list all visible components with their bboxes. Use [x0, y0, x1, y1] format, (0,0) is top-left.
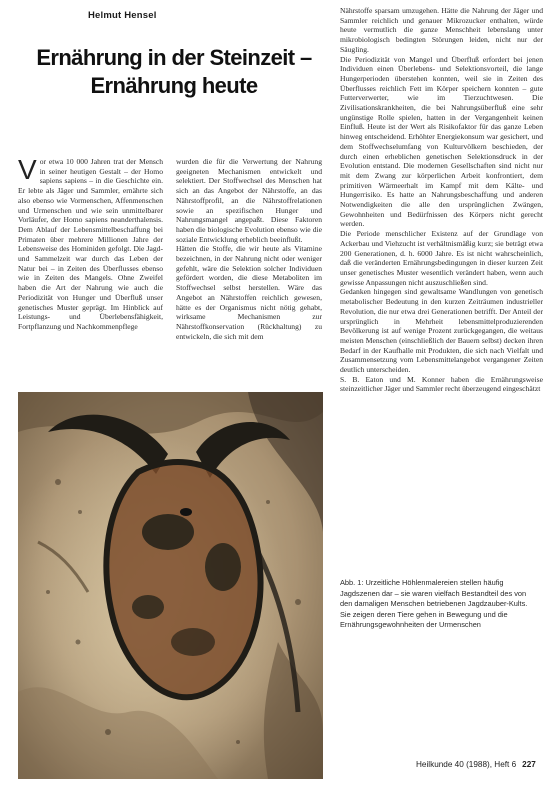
page-number: 227: [522, 760, 536, 769]
paragraph: Gedanken hingegen sind gewaltsame Wandlungen von genetisch metabolischer Bedeutung in den kurzen Zeiträumen industrieller Revolution, die nur etwa drei Generationen betrifft. Der Anteil der ursprünglich in Mehrheit lebensmittelproduzierenden Bevölkerung ist auf wenige Prozent zurückgegangen, die weitaus meisten Menschen (einschließlich der Bauern selbst) decken ihren Bedarf in der Kaufhalle mit Produkten, die sich nach Vielfalt und Zusammensetzung vom Lebensmittelangebot vergangener Zeiten deutlich unterscheiden.: [340, 287, 543, 375]
figure-caption: [340, 578, 540, 718]
page-footer: [416, 760, 546, 769]
paragraph: Hätten die Stoffe, die wir heute als Vitamine bezeichnen, in der Nahrung nicht oder weniger gefehlt, wäre die Selektion solcher Individuen gefördert worden, die diese Metaboliten im Stoffwechsel selbst herstellen. Wäre das Angebot an Nährstoffen reichlich gewesen, hätte es der Organismus nicht nötig gehabt, wirksame Mechanismen zur Nährstoffkonservation (Rückhaltung) zu entwickeln, die sich mit dem: [176, 244, 322, 341]
paragraph-text: or etwa 10 000 Jahren trat der Mensch in seiner heutigen Gestalt – der Homo sapiens sapiens – in die Geschichte ein. Er lebte als Jäger und Sammler, ernährte sich also ebenso wie Vormenschen, Affenmenschen und Urmenschen und wie sein unmittelbarer Vorläufer, der Homo sapiens neanderthalensis. Dem Ablauf der Lebensmittelbeschaffung bei Primaten über mehrere Millionen Jahre der Lebensweise des Hominiden gefolgt. Die Jagd- und Sammelzeit war durch das Leben der Natur bei – in Zeiten des Überflusses ebenso wie in Zeiten des Mangels. Ohne Zweifel haben die Art der Nahrung wie auch die Periodizität von Hunger und Überfluß unser genetisches Muster geprägt. Im Hinblick auf Leistungs- und Überlebensfähigkeit, Fortpflanzung und Nachkommenpflege: [18, 157, 163, 331]
author-name: Helmut Hensel: [88, 10, 157, 21]
text-column-1: [18, 157, 163, 371]
cave-painting-image: [18, 392, 323, 779]
title-line-2: Ernährung heute: [90, 73, 258, 98]
article-title: [22, 44, 326, 100]
paragraph: S. B. Eaton und M. Konner haben die Ernährungsweise steinzeitlicher Jäger und Sammler recht überzeugend eingeschätzt: [340, 374, 543, 394]
paragraph: wurden die für die Verwertung der Nahrung geeigneten Mechanismen entwickelt und selektiert. Der Stoffwechsel des Menschen hat sich an das Angebot der Nährstoffe, an das Nährstoffprofil, an die Nährstoffrelationen sowie an spezifischen Hunger und Nahrungsmangel angepaßt. Diese Faktoren haben die biologische Evolution ebenso wie die soziale Entwicklung erheblich beeinflußt.: [176, 157, 322, 244]
text-column-2: [176, 157, 322, 371]
drop-cap: V: [18, 157, 37, 185]
paragraph: Die Periode menschlicher Existenz auf der Grundlage von Ackerbau und Viehzucht ist verhältnismäßig kurz; sie beträgt etwa 200 Generationen, d. h. 6000 Jahre. Es ist nicht wahrscheinlich, daß die veränderten Ernährungsbedingungen in dieser kurzen Zeit unser genetisches Muster wesentlich verändert haben, wenn auch gewisse Anpassungen nicht auszuschließen sind.: [340, 229, 543, 287]
cave-painting-figure: [18, 392, 323, 779]
paragraph: [18, 157, 163, 332]
paragraph: Die Periodizität von Mangel und Überfluß erfordert bei jenen Individuen einen Überlebens- und Selektionsvorteil, die lange Hungerperioden überstehen konnten, weil sie in Zeiten des Überflusses reichlich Fett im Körper speichern konnten – gute Futterverwerter, wie im Tierzuchtwesen. Die Zivilisationskrankheiten, die bei Nahrungsüberfluß eine sehr ungünstige Rolle spielen, hatten in der Vergangenheit keinen Einfluß. Heute ist der Wert als Risikofaktor für das ganze Leben hinweg entscheidend. Erhöhter Energiekonsum war gesichert, und dem Stoffwechselumfang von Kulturvölkern beschieden, der durch einen erheblichen genetischen Selektionsdruck in der Evolution entstand. Die modernen Gesellschaften sind nicht nur mit dem Zwang zur körperlichen Arbeit konfrontiert, dem primitiven Wärmeerhalt im Kampf mit dem Kälte- und Hungerrisiko. Es hatte an Nahrungsbeschaffung und anderen Notwendigkeiten die alle den ursprünglichen Zwängen, Gewohnheiten und Bedürfnissen des Körpers nicht gerecht werden.: [340, 54, 543, 229]
caption-text: Abb. 1: Urzeitliche Höhlenmalereien stellen häufig Jagdszenen dar – sie waren vielfach Bestandteil des von den damaligen Menschen betriebenen Jagdzauber-Kults. Sie zeigen deren Tiere gehen in Bewegung und die Ernährungsgewohnheiten der Urmenschen: [340, 578, 528, 630]
paragraph: Nährstoffe sparsam umzugehen. Hätte die Nahrung der Jäger und Sammler reichlich und genauer Mikrozucker enthalten, würde heute vermutlich die ganze Menschheit lebenslang unter mikrobiologisch bedingten Störungen leiden, nicht nur der Säugling.: [340, 6, 543, 54]
text-column-3: [340, 6, 543, 570]
title-line-1: Ernährung in der Steinzeit –: [36, 45, 312, 70]
journal-citation: Heilkunde 40 (1988), Heft 6: [416, 760, 517, 769]
